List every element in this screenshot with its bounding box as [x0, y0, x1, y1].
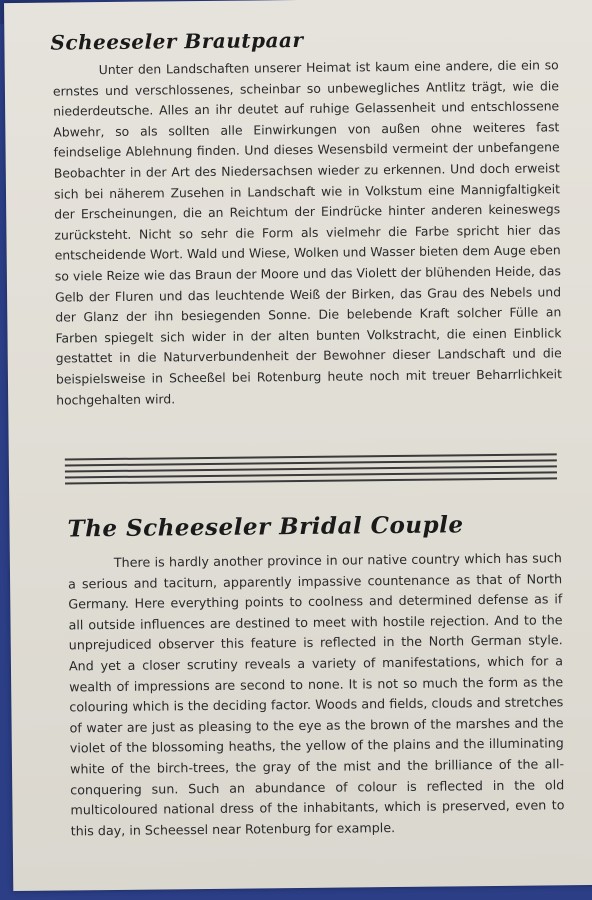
divider-line [65, 477, 557, 484]
divider-line [65, 453, 557, 460]
document-page [4, 0, 592, 891]
divider-line [65, 471, 557, 478]
divider-line [65, 459, 557, 466]
german-paragraph: Unter den Landschaften unserer Heimat ist kaum eine andere, die ein so ernstes und verschlossenes, scheinbar so unbewegliches Antlitz trägt, wie die niederdeutsche. Alles an ihr deutet auf ruhige Gelassenheit und entschlossene Abwehr, so als sollten alle Einwirkungen von außen ohne weiteres fast feindselige Ablehnung finden. Und dieses Wesensbild vermeint der unbefangene Beobachter in der Art des Niedersachsen wieder zu erkennen. Und doch erweist sich bei näherem Zusehen in Landschaft wie in Volkstum eine Mannigfaltigkeit der Erscheinungen, die an Reichtum der Eindrücke hinter anderen keineswegs zurücksteht. Nicht so sehr die Form als vielmehr die Farbe spricht hier das entscheidende Wort. Wald und Wiese, Wolken und Wasser bieten dem Auge eben so viele Reize wie das Braun der Moore und das Violett der blühenden Heide, das Gelb der Fluren und das leuchtende Weiß der Birken, das Grau des Nebels und der Glanz der ihn besiegenden Sonne. Die belebende Kraft solcher Fülle an Farben spiegelt sich wider in der alten bunten Volkstracht, die einen Einblick gestattet in die Naturverbundenheit der Bewohner dieser Landschaft und die beispielsweise in Scheeßel bei Rotenburg heute noch mit treuer Beharrlichkeit hochgehalten wird. [52, 57, 563, 408]
english-paragraph: There is hardly another province in our native country which has such a serious and taciturn, apparently impassive countenance as that of North Germany. Here everything points to coolness and determined defense as if all outside influences are destined to meet with hostile rejection. And to the unprejudiced observer this feature is reflected in the North German style. And yet a closer scrutiny reveals a variety of manifestations, which for a wealth of impressions are second to none. It is not so much the form as the colouring which is the deciding factor. Woods and fields, clouds and stretches of water are just as pleasing to the eye as the brown of the marshes and the violet of the blossoming heaths, the yellow of the plains and the illuminating white of the birch-trees, the gray of the mist and the brilliance of the all-conquering sun. Such an abundance of colour is reflected in the old multicoloured national dress of the inhabitants, which is preserved, even to this day, in Scheessel near Rotenburg for example. [68, 550, 565, 839]
german-title: Scheeseler Brautpaar [50, 27, 304, 55]
divider-line [65, 465, 557, 472]
english-title: The Scheeseler Bridal Couple [67, 511, 464, 543]
section-divider-lines [65, 453, 557, 488]
